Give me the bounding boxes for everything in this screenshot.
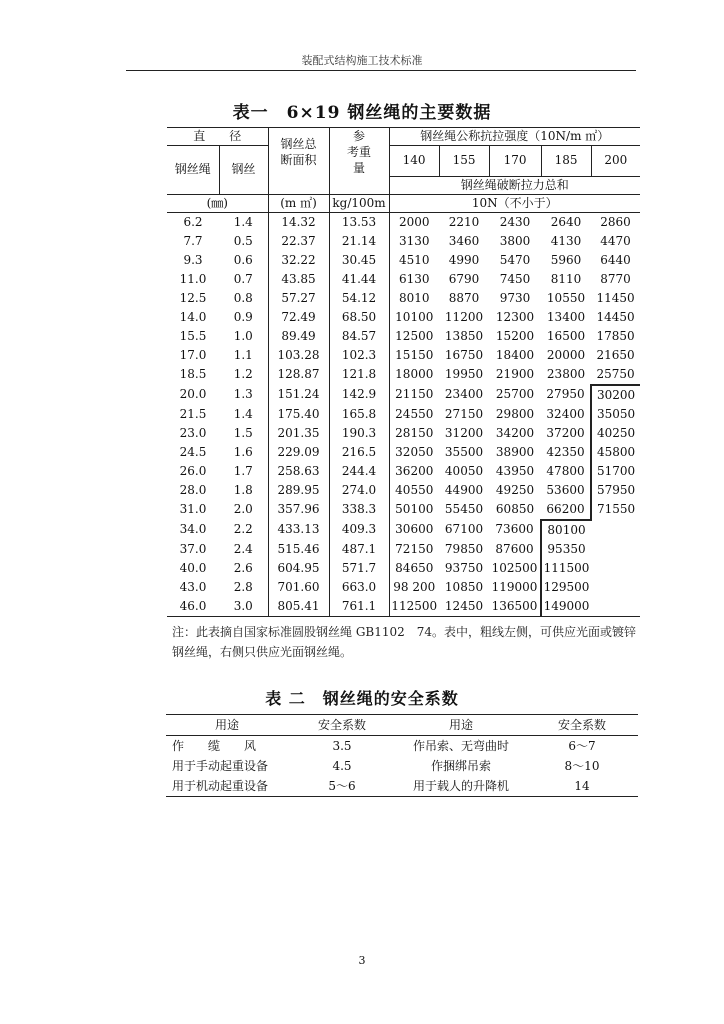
table-cell: 37.0 [179, 541, 207, 556]
table-cell: 18.5 [179, 367, 207, 381]
table-cell: 515.46 [268, 540, 329, 559]
table-cell: 0.9 [219, 308, 268, 327]
table-row [166, 776, 638, 797]
table-cell: 51700 [596, 463, 636, 478]
table-cell: 2430 [499, 214, 531, 229]
table-cell: 357.96 [268, 500, 329, 520]
table-cell: 21.5 [179, 406, 207, 421]
table-cell: 102.3 [329, 346, 389, 365]
table-cell: 57.27 [268, 289, 329, 308]
table-cell: 2.6 [219, 559, 268, 578]
col-rope: 钢丝绳 [167, 146, 219, 195]
table-cell: 34200 [495, 425, 535, 440]
table-cell: 2.4 [219, 540, 268, 559]
table-cell [591, 578, 640, 597]
table-row [167, 251, 640, 270]
table-cell: 8110 [550, 271, 582, 286]
table-cell: 73600 [489, 520, 541, 540]
table-cell: 216.5 [329, 443, 389, 462]
table-cell: 84.57 [329, 327, 389, 346]
table-cell: 30200 [596, 387, 636, 402]
table-cell: 49250 [495, 482, 535, 497]
page-number: 3 [358, 954, 366, 967]
table-cell: 1.1 [219, 346, 268, 365]
table-cell: 11200 [444, 309, 484, 324]
table-cell: 67100 [444, 522, 484, 536]
table-row [167, 289, 640, 308]
table-cell: 2.0 [219, 500, 268, 520]
table-cell: 9730 [499, 290, 531, 305]
table-cell: 14.32 [268, 212, 329, 232]
table-cell: 6790 [448, 271, 480, 286]
table-cell: 128.87 [268, 365, 329, 385]
table-cell: 31200 [444, 425, 484, 440]
table-row [167, 346, 640, 365]
table-cell: 10550 [546, 290, 586, 305]
table-cell: 14450 [596, 309, 635, 324]
table-cell: 34.0 [179, 522, 207, 536]
table-cell: 26.0 [179, 463, 207, 478]
table-cell: 32400 [541, 405, 591, 424]
table-cell: 98 200 [393, 579, 436, 594]
table-cell: 289.95 [268, 481, 329, 500]
table-cell: 66200 [541, 500, 591, 520]
table-cell: 4130 [550, 233, 582, 248]
table-cell: 19950 [444, 367, 484, 381]
table-cell: 28.0 [179, 482, 207, 497]
table-cell: 11.0 [179, 271, 207, 286]
table-cell: 2640 [550, 214, 582, 229]
table-cell: 604.95 [268, 559, 329, 578]
table-row [167, 578, 640, 597]
unit-mm: (㎜) [167, 194, 268, 212]
table-cell: 2.2 [219, 520, 268, 540]
table-cell: 41.44 [329, 270, 389, 289]
col-diameter: 直 径 [167, 128, 268, 146]
table-cell: 1.7 [219, 462, 268, 481]
table-cell: 用于载人的升降机 [396, 776, 526, 797]
table-cell: 23400 [444, 387, 484, 401]
table-cell: 4510 [398, 252, 430, 267]
table-cell: 487.1 [329, 540, 389, 559]
table-cell: 54.12 [329, 289, 389, 308]
table-cell: 用于机动起重设备 [166, 776, 288, 797]
table-cell: 112500 [389, 597, 439, 617]
table-cell: 11450 [596, 290, 635, 305]
table-cell: 3.5 [332, 739, 352, 753]
table-cell: 93750 [444, 560, 484, 575]
table-cell: 作吊索、无弯曲时 [412, 739, 509, 753]
table-cell: 12300 [495, 309, 535, 324]
table-cell: 5470 [499, 252, 531, 267]
table-cell: 40250 [596, 425, 636, 440]
unit-breaking: 10N（不小于） [389, 194, 640, 212]
table-row [167, 597, 640, 617]
table-cell: 6130 [398, 271, 430, 286]
table-cell: 23.0 [179, 425, 207, 440]
table-cell: 12500 [395, 328, 434, 343]
table-row [167, 462, 640, 481]
table-cell: 6.2 [183, 214, 203, 229]
table-cell: 1.2 [219, 365, 268, 385]
table-cell: 用于手动起重设备 [172, 759, 269, 773]
table-cell: 40550 [395, 482, 434, 497]
table-cell: 43950 [495, 463, 535, 478]
table-cell: 571.7 [329, 559, 389, 578]
table-cell: 95350 [547, 541, 586, 556]
table-cell: 142.9 [329, 385, 389, 405]
wire-rope-data-table [167, 127, 640, 617]
table-cell: 13.53 [329, 212, 389, 232]
t2-header-use-2: 用途 [396, 715, 526, 736]
table-cell: 3800 [499, 233, 531, 248]
table-cell: 27150 [444, 406, 484, 421]
table-cell: 32050 [395, 444, 434, 459]
table-cell: 20000 [546, 347, 586, 362]
table-cell: 0.6 [219, 251, 268, 270]
table-cell: 229.09 [268, 443, 329, 462]
table-cell: 35500 [444, 444, 484, 459]
table-cell: 27950 [541, 385, 591, 405]
table-cell: 30600 [395, 522, 434, 536]
table-cell: 4990 [448, 252, 480, 267]
table-cell [591, 597, 640, 617]
table-cell: 23800 [546, 367, 586, 381]
table-cell: 87600 [489, 540, 541, 559]
strength-185: 185 [541, 146, 591, 177]
table-cell: 1.4 [219, 405, 268, 424]
table-cell: 17.0 [179, 347, 207, 362]
table-cell: 10100 [395, 309, 434, 324]
col-weight: 参 考重 量 [329, 128, 389, 177]
table-cell: 805.41 [268, 597, 329, 617]
strength-200: 200 [591, 146, 640, 177]
table-cell: 165.8 [329, 405, 389, 424]
table-cell: 47800 [541, 462, 591, 481]
table-cell: 15150 [395, 347, 434, 362]
table-cell: 338.3 [329, 500, 389, 520]
table-cell: 2210 [448, 214, 480, 229]
table-cell: 17850 [596, 328, 635, 343]
table-cell: 80100 [547, 522, 586, 537]
table-cell: 21650 [596, 347, 635, 362]
table-row [167, 481, 640, 500]
table-cell: 701.60 [268, 578, 329, 597]
table-cell: 18400 [495, 347, 535, 362]
table-cell: 15200 [495, 328, 535, 343]
table-cell: 1.5 [219, 424, 268, 443]
table-cell: 7.7 [183, 233, 203, 248]
table-cell: 103.28 [268, 346, 329, 365]
table-cell: 12450 [439, 597, 489, 617]
table-cell: 9.3 [183, 252, 203, 267]
table-row [167, 212, 640, 232]
table-cell [591, 540, 640, 559]
table-cell: 14 [526, 776, 638, 797]
table-row [166, 756, 638, 776]
table-cell: 3130 [398, 233, 430, 248]
table1-title: 表一 6×19 钢丝绳的主要数据 [232, 103, 492, 123]
table-cell: 13850 [444, 328, 484, 343]
table-cell: 35050 [596, 406, 636, 421]
table1-note: 注：此表摘自国家标准圆股钢丝绳 GB1102 74。表中，粗线左侧，可供应光面或镀锌钢丝绳，右侧只供应光面钢丝绳。 [172, 625, 637, 659]
table-row [167, 232, 640, 251]
table-cell: 129500 [543, 579, 590, 594]
t2-header-factor-2: 安全系数 [526, 715, 638, 736]
table-cell: 30.45 [329, 251, 389, 270]
table-cell: 1.6 [219, 443, 268, 462]
table-cell: 22.37 [268, 232, 329, 251]
table-cell: 42350 [541, 443, 591, 462]
table-row [167, 405, 640, 424]
table-cell: 20.0 [179, 387, 207, 401]
table-cell [591, 520, 640, 540]
table-cell: 68.50 [329, 308, 389, 327]
table-cell: 84650 [395, 560, 434, 575]
table-cell: 0.8 [219, 289, 268, 308]
table-cell: 60850 [495, 502, 535, 516]
table-cell: 10850 [444, 579, 484, 594]
table-cell: 40.0 [179, 560, 207, 575]
table-cell: 8010 [398, 290, 430, 305]
table-row [167, 270, 640, 289]
table-cell: 8870 [448, 290, 480, 305]
table-cell: 作捆绑吊索 [430, 759, 491, 773]
table-cell: 190.3 [329, 424, 389, 443]
table-cell: 4.5 [332, 759, 352, 773]
table-cell: 43.85 [268, 270, 329, 289]
table-cell: 8～10 [564, 759, 600, 773]
table-cell: 16500 [546, 328, 586, 343]
strength-155: 155 [439, 146, 489, 177]
unit-area: (m ㎡) [268, 194, 329, 212]
table-cell: 6～7 [568, 739, 596, 753]
header-rule [126, 70, 636, 71]
table-cell: 433.13 [268, 520, 329, 540]
unit-weight: kg/100m [329, 194, 389, 212]
table-row [166, 736, 638, 757]
table-cell: 274.0 [329, 481, 389, 500]
table-cell: 38900 [495, 444, 535, 459]
table-cell: 3460 [448, 233, 480, 248]
table2-title: 表 二 钢丝绳的安全系数 [265, 689, 459, 708]
table-cell: 45800 [596, 444, 636, 459]
col-strength-title: 钢丝绳公称抗拉强度（10N/m ㎡） [389, 128, 640, 146]
table-cell: 2000 [398, 214, 430, 229]
table-cell: 79850 [444, 541, 484, 556]
table-cell: 72.49 [268, 308, 329, 327]
t2-header-use-1: 用途 [166, 715, 288, 736]
table-cell: 409.3 [329, 520, 389, 540]
table-cell: 4470 [600, 233, 631, 248]
table-cell: 0.7 [219, 270, 268, 289]
table-cell: 0.5 [219, 232, 268, 251]
col-wire: 钢丝 [219, 146, 268, 195]
table-cell: 8770 [600, 271, 631, 286]
table-row [167, 308, 640, 327]
table-cell: 149000 [541, 597, 591, 617]
table-row [167, 520, 640, 540]
table-cell: 21900 [495, 367, 535, 381]
table-cell: 1.3 [219, 385, 268, 405]
table-row [167, 500, 640, 520]
table-cell: 2860 [600, 214, 631, 229]
table-cell: 2.8 [219, 578, 268, 597]
table-cell: 36200 [395, 463, 434, 478]
table-cell: 121.8 [329, 365, 389, 385]
table-row [167, 424, 640, 443]
table-cell: 761.1 [329, 597, 389, 617]
table-cell: 作 缆 风 [172, 739, 257, 753]
table-row [167, 540, 640, 559]
table-cell: 71550 [596, 502, 636, 516]
table-cell: 3.0 [219, 597, 268, 617]
table-cell: 663.0 [329, 578, 389, 597]
table-cell: 21150 [395, 387, 434, 401]
table-cell: 24.5 [179, 444, 207, 459]
table-cell: 201.35 [268, 424, 329, 443]
table-cell: 6440 [600, 252, 631, 267]
table-cell: 50100 [395, 502, 434, 516]
table-cell: 72150 [395, 541, 434, 556]
table-cell: 24550 [395, 406, 434, 421]
table-cell: 1.0 [219, 327, 268, 346]
table-cell: 55450 [444, 502, 484, 516]
table-cell: 5960 [550, 252, 582, 267]
table-cell: 29800 [495, 406, 535, 421]
t2-header-factor-1: 安全系数 [288, 715, 396, 736]
table-cell: 14.0 [179, 309, 207, 324]
table-row [167, 443, 640, 462]
table-cell: 40050 [444, 463, 484, 478]
table-cell: 89.49 [268, 327, 329, 346]
table-cell: 53600 [541, 481, 591, 500]
strength-140: 140 [389, 146, 439, 177]
table-cell: 119000 [489, 578, 541, 597]
table-cell: 57950 [596, 482, 636, 497]
table-cell [591, 559, 640, 578]
table-cell: 7450 [499, 271, 531, 286]
table-cell: 28150 [395, 425, 434, 440]
table-cell: 175.40 [268, 405, 329, 424]
table-cell: 136500 [489, 597, 541, 617]
table-cell: 258.63 [268, 462, 329, 481]
col-area: 钢丝总断面积 [268, 128, 329, 177]
table-cell: 15.5 [179, 328, 207, 343]
table-cell: 244.4 [329, 462, 389, 481]
table-cell: 37200 [541, 424, 591, 443]
table-row [167, 365, 640, 385]
table-cell: 1.4 [219, 212, 268, 232]
table-cell: 31.0 [179, 502, 207, 516]
table-row [167, 559, 640, 578]
table-row [167, 385, 640, 405]
table-cell: 16750 [444, 347, 484, 362]
table-cell: 13400 [546, 309, 586, 324]
table-row [167, 327, 640, 346]
table-cell: 12.5 [179, 290, 207, 305]
table-cell: 1.8 [219, 481, 268, 500]
table-cell: 32.22 [268, 251, 329, 270]
running-header: 装配式结构施工技术标准 [301, 54, 423, 67]
safety-factor-table [166, 714, 638, 797]
table-cell: 151.24 [268, 385, 329, 405]
col-breaking: 钢丝绳破断拉力总和 [460, 177, 569, 192]
table-cell: 25700 [495, 387, 535, 401]
strength-170: 170 [489, 146, 541, 177]
table-cell: 18000 [395, 367, 434, 381]
table-cell: 21.14 [329, 232, 389, 251]
table-cell: 43.0 [179, 579, 207, 594]
table-cell: 102500 [489, 559, 541, 578]
table-cell: 111500 [543, 560, 590, 575]
table-cell: 44900 [444, 482, 484, 497]
table-cell: 46.0 [167, 597, 219, 617]
table-cell: 25750 [591, 365, 640, 385]
table-cell: 5～6 [288, 776, 396, 797]
